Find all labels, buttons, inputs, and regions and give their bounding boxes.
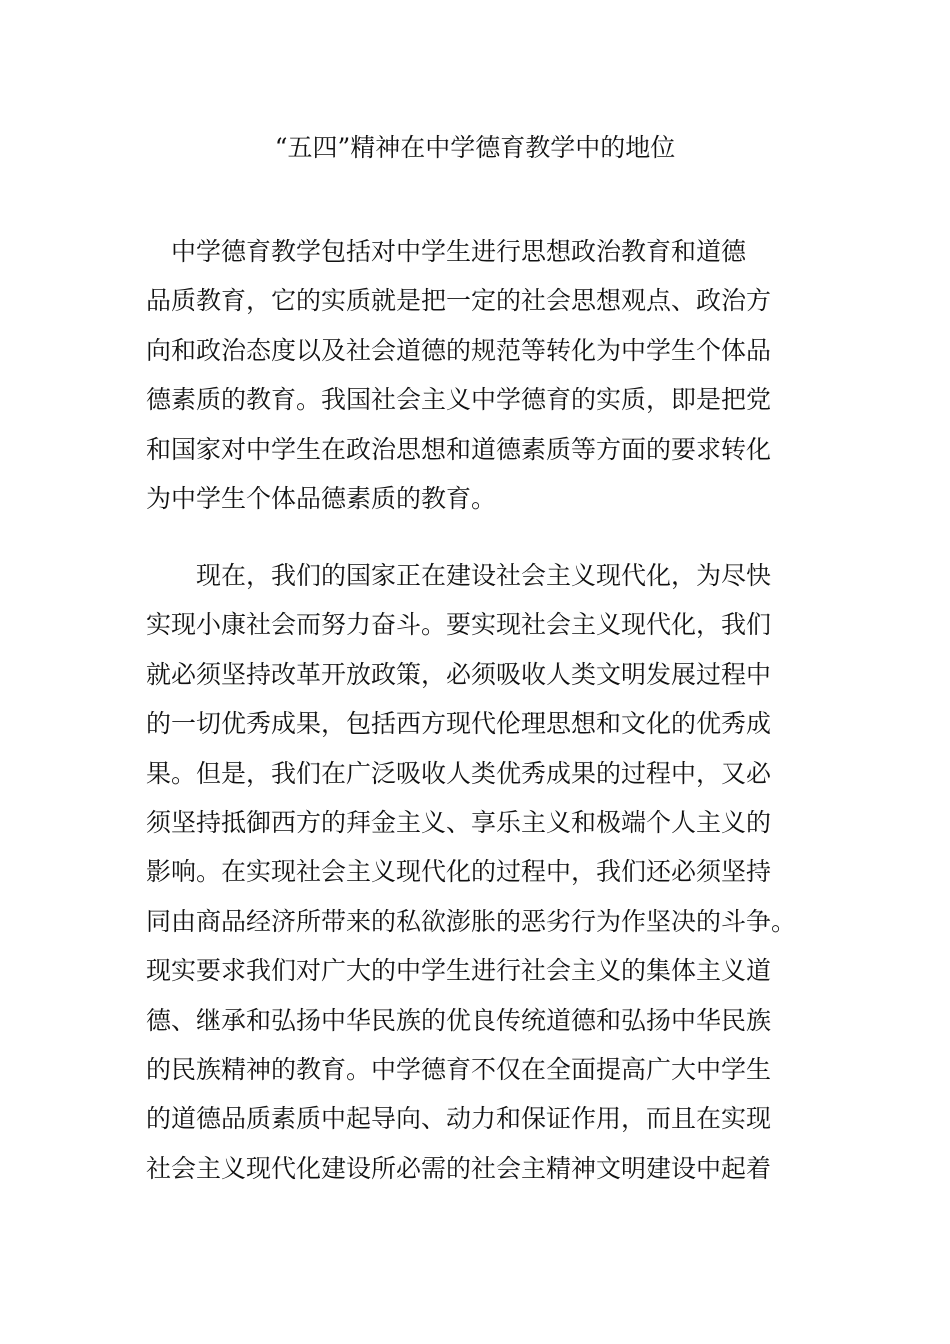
paragraph-line: 实现小康社会而努力奋斗。要实现社会主义现代化，我们 (146, 610, 772, 640)
paragraph-line: 为中学生个体品德素质的教育。 (146, 484, 497, 514)
paragraph-line: 向和政治态度以及社会道德的规范等转化为中学生个体品 (146, 335, 772, 365)
paragraph-line: 同由商品经济所带来的私欲澎胀的恶劣行为作坚决的斗争。 (146, 906, 797, 936)
paragraph-line: 中学德育教学包括对中学生进行思想政治教育和道德 (146, 237, 747, 266)
paragraph-line: 社会主义现代化建设所必需的社会主精神文明建设中起着 (146, 1153, 772, 1183)
paragraph-line: 就必须坚持改革开放政策，必须吸收人类文明发展过程中 (146, 659, 772, 689)
paragraph-line: 的民族精神的教育。中学德育不仅在全面提高广大中学生 (146, 1055, 772, 1085)
paragraph-line: 影响。在实现社会主义现代化的过程中，我们还必须坚持 (146, 857, 772, 887)
document-title: “五四”精神在中学德育教学中的地位 (274, 133, 676, 162)
paragraph-line: 现在，我们的国家正在建设社会主义现代化，为尽快 (146, 561, 772, 590)
paragraph-2 (146, 551, 796, 1193)
paragraph-line: 德素质的教育。我国社会主义中学德育的实质，即是把党 (146, 385, 772, 415)
paragraph-line: 现实要求我们对广大的中学生进行社会主义的集体主义道 (146, 956, 772, 986)
paragraph-line: 品质教育，它的实质就是把一定的社会思想观点、政治方 (146, 286, 772, 316)
paragraph-line: 的道德品质素质中起导向、动力和保证作用，而且在实现 (146, 1104, 772, 1134)
paragraph-line: 须坚持抵御西方的拜金主义、享乐主义和极端个人主义的 (146, 808, 772, 838)
paragraph-line: 和国家对中学生在政治思想和道德素质等方面的要求转化 (146, 434, 772, 464)
paragraph-1 (146, 227, 796, 523)
paragraph-line: 果。但是，我们在广泛吸收人类优秀成果的过程中，又必 (146, 758, 772, 788)
paragraph-line: 德、继承和弘扬中华民族的优良传统道德和弘扬中华民族 (146, 1005, 772, 1035)
paragraph-line: 的一切优秀成果，包括西方现代伦理思想和文化的优秀成 (146, 709, 772, 739)
